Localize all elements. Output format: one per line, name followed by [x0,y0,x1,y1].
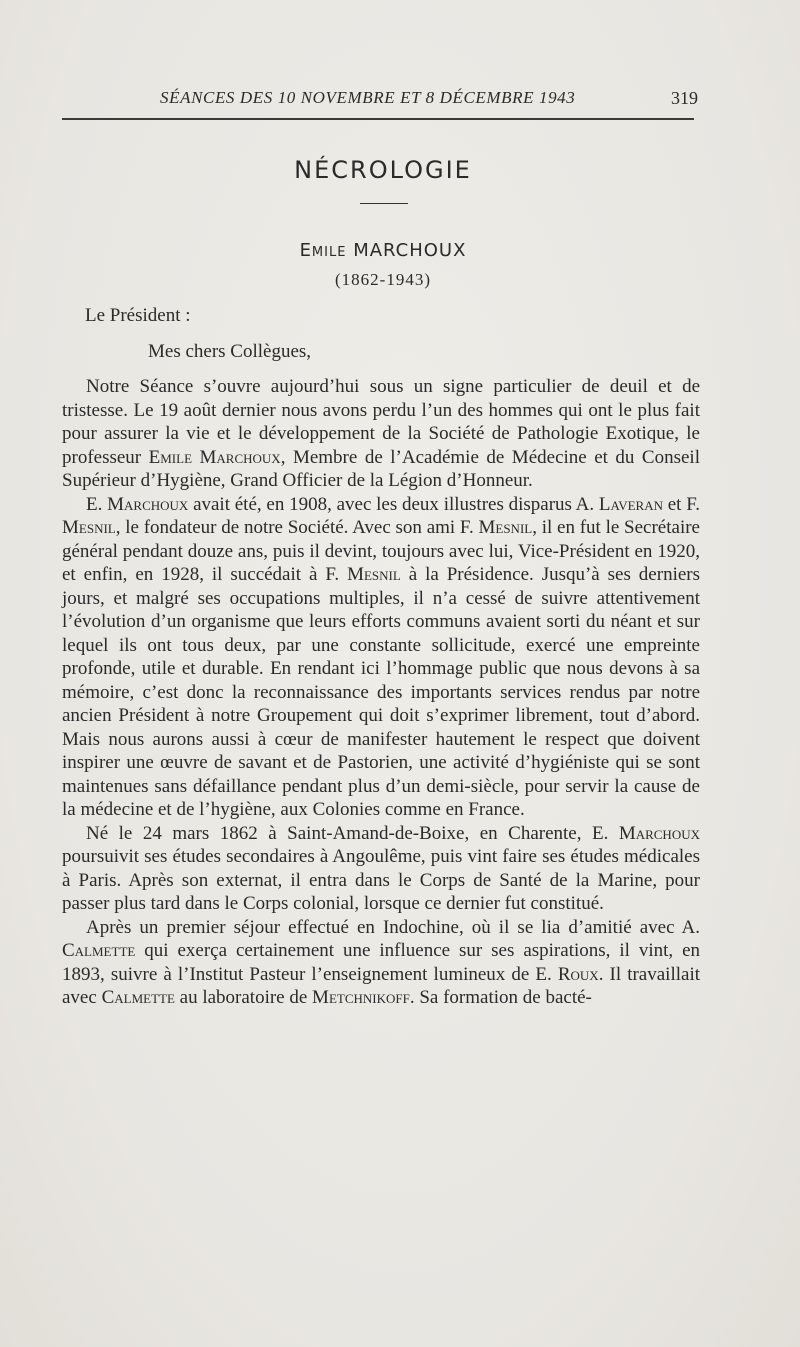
salutation: Mes chers Collègues, [148,341,312,362]
title-divider [360,203,408,204]
person-name: Calmette [62,940,136,961]
deceased-first-name: Emile [299,240,347,261]
header-rule [62,118,694,120]
person-name: Laveran [598,493,663,515]
body-paragraph [62,375,700,493]
text-run: Après un premier séjour effectué en Indochine, où il se lia d’amitié avec A. [86,916,700,938]
text-run: Né le 24 mars 1862 à Saint-Amand-de-Boixe, en Charente, E. [86,822,619,844]
person-name: Mesnil [478,517,533,538]
text-run: E. [86,493,108,515]
text-run: au laboratoire de [174,987,313,1008]
text-run: , Membre de l’Académie de Médecine et du Conseil Supérieur d’Hygiène, Grand Officier de la Légion d’Honneur. [62,446,700,491]
text-run: . Il travaillait avec [62,963,701,1008]
person-name: Calmette [101,987,175,1008]
running-title: SÉANCES DES 10 NOVEMBRE ET 8 DÉCEMBRE 1943 [160,88,576,107]
person-name: Marchoux [107,493,189,515]
deceased-name [0,240,766,261]
text-run: qui exerça certainement une influence sur ses aspirations, il vint, en 1893, suivre à l’Institut Pasteur l’enseignement lumineux de E. [62,940,700,985]
life-dates: (1862-1943) [335,270,431,289]
person-name: Metchnikoff [312,987,410,1008]
body-paragraph [62,822,700,916]
text-run: et F. [662,493,701,515]
text-run: , il en fut le Secrétaire général pendant douze ans, puis il devint, toujours avec lui, Vice-Président en 1920, et enfin, en 1928, il succédait à F. [62,517,700,585]
text-run: avait été, en 1908, avec les deux illustres disparus A. [188,493,599,515]
text-run: . Sa formation de bacté- [409,987,592,1008]
deceased-last-name: MARCHOUX [353,240,467,261]
person-name: Mesnil [62,517,116,538]
body-text [62,375,700,1010]
person-name: Roux [557,963,599,985]
section-title: NÉCROLOGIE [294,156,472,184]
speaker-label: Le Président : [85,305,191,326]
text-run: poursuivit ses études secondaires à Angoulême, puis vint faire ses études médicales à Paris. Après son externat, il entra dans le Corps de Santé de la Marine, pour passer plus tard dans le Corps colonial, lorsque ce dernier fut constitué. [62,846,700,914]
running-header [60,88,700,114]
text-run: , le fondateur de notre Société. Avec son ami F. [115,517,479,538]
person-name: Marchoux [618,822,700,844]
text-run: à la Présidence. Jusqu’à ses derniers jours, et malgré ses occupations multiples, il n’a cessé de suivre attentivement l’évolution d’un organisme que leurs efforts communs avaient sorti du néant et sur lequel ils ont tous deux, par une constante sollicitude, exercé une empreinte profonde, utile et durable. En rendant ici l’hommage public que nous devons à sa mémoire, c’est donc la reconnaissance des importants services rendus par notre ancien Président à notre Groupement qui doit s’exprimer librement, tout d’abord. Mais nous aurons aussi à cœur de manifester hautement le respect que doivent inspirer une œuvre de savant et de Pastorien, une activité d’hygiéniste qui se sont maintenues sans défaillance pendant plus d’un demi-siècle, pour servir la cause de la médecine et de l’hygiène, aux Colonies comme en France. [62,564,700,820]
person-name: Emile Marchoux [148,446,281,468]
text-run: Notre Séance s’ouvre aujourd’hui sous un signe particulier de deuil et de tristesse. Le 19 août dernier nous avons perdu l’un des hommes qui ont le plus fait pour assurer la vie et le développement de la Société de Pathologie Exotique, le professeur [62,376,700,468]
body-paragraph [62,916,700,1010]
person-name: Mesnil [347,564,401,585]
body-paragraph [62,493,700,822]
page-number: 319 [671,88,698,108]
